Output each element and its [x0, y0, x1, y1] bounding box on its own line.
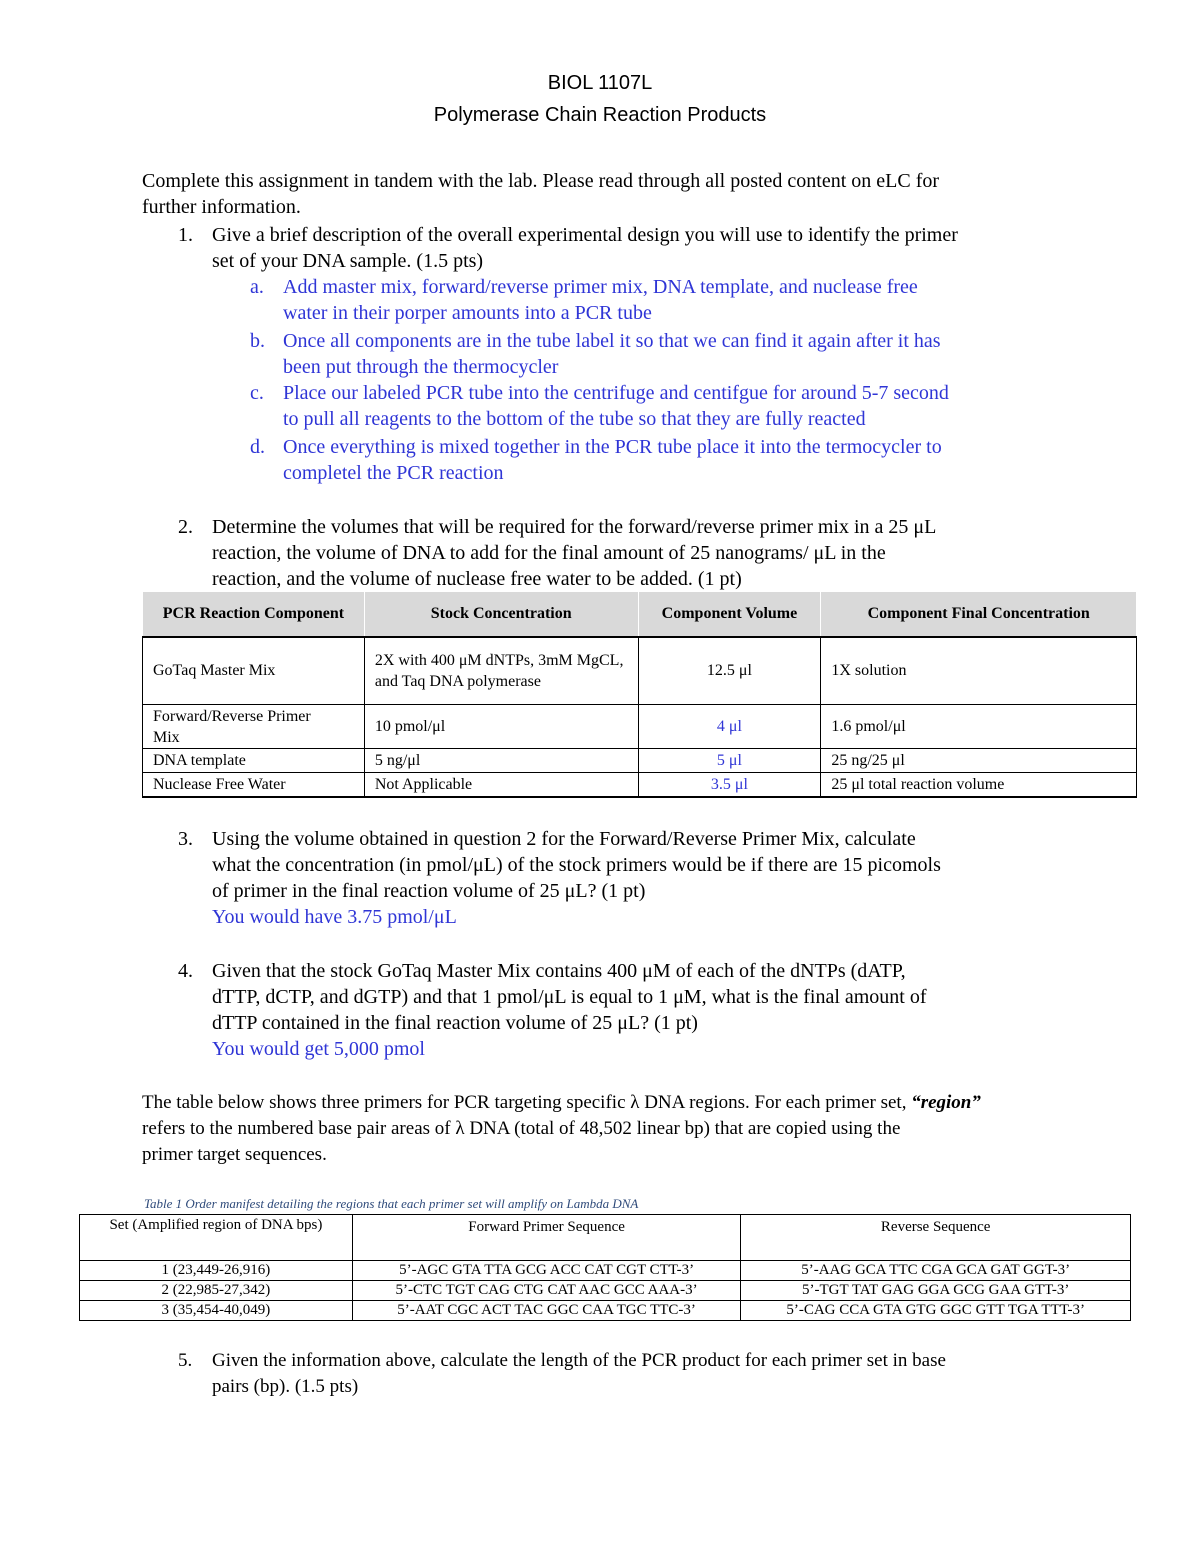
cell-final: 25 μl total reaction volume	[821, 773, 1137, 797]
cell-volume: 4 μl	[638, 705, 821, 749]
cell-component: Nuclease Free Water	[143, 773, 365, 797]
cell-final: 1X solution	[821, 637, 1137, 705]
header-final: Component Final Concentration	[821, 592, 1137, 637]
header-reverse: Reverse Sequence	[741, 1215, 1131, 1261]
cell-set: 1 (23,449-26,916)	[80, 1261, 353, 1281]
q1-answer-b-line-2: been put through the thermocycler	[283, 356, 559, 378]
primer-intro-line-2: refers to the numbered base pair areas of λ DNA (total of 48,502 linear bp) that are copied using the	[142, 1118, 901, 1139]
cell-reverse: 5’-AAG GCA TTC CGA GCA GAT GGT-3’	[741, 1261, 1131, 1281]
q3-line-1: Using the volume obtained in question 2 for the Forward/Reverse Primer Mix, calculate	[212, 828, 916, 850]
q4-answer: You would get 5,000 pmol	[212, 1038, 425, 1060]
q1-answer-d-line-2: completel the PCR reaction	[283, 462, 504, 484]
q1-number: 1.	[178, 224, 193, 246]
cell-component: DNA template	[143, 749, 365, 773]
q4-number: 4.	[178, 960, 193, 982]
q2-line-3: reaction, and the volume of nuclease free water to be added. (1 pt)	[212, 568, 742, 590]
table-row	[80, 1261, 1131, 1281]
cell-stock: 10 pmol/μl	[364, 705, 638, 749]
q4-line-1: Given that the stock GoTaq Master Mix contains 400 μM of each of the dNTPs (dATP,	[212, 960, 906, 982]
q2-line-1: Determine the volumes that will be required for the forward/reverse primer mix in a 25 μL	[212, 516, 937, 538]
cell-set: 2 (22,985-27,342)	[80, 1281, 353, 1301]
cell-reverse: 5’-TGT TAT GAG GGA GCG GAA GTT-3’	[741, 1281, 1131, 1301]
cell-stock: 5 ng/μl	[364, 749, 638, 773]
cell-stock: 2X with 400 μM dNTPs, 3mM MgCL, and Taq DNA polymerase	[364, 637, 638, 705]
page-title: Polymerase Chain Reaction Products	[433, 104, 767, 126]
primer-intro-line-1-text: The table below shows three primers for PCR targeting specific λ DNA regions. For each primer set,	[142, 1092, 912, 1113]
primer-intro-line-3: primer target sequences.	[142, 1144, 327, 1165]
q4-line-3: dTTP contained in the final reaction volume of 25 μL? (1 pt)	[212, 1012, 698, 1034]
q4-line-2: dTTP, dCTP, and dGTP) and that 1 pmol/μL is equal to 1 μM, what is the final amount of	[212, 986, 927, 1008]
header-forward: Forward Primer Sequence	[352, 1215, 741, 1261]
q1-answer-d-letter: d.	[250, 436, 265, 458]
primer-table-header	[80, 1215, 1131, 1261]
table-row	[143, 749, 1137, 773]
cell-component: Forward/Reverse Primer Mix	[143, 705, 365, 749]
table-row	[143, 705, 1137, 749]
reaction-table-header	[143, 592, 1137, 637]
q1-answer-d-line-1: Once everything is mixed together in the PCR tube place it into the termocycler to	[283, 436, 942, 458]
cell-volume: 3.5 μl	[638, 773, 821, 797]
q1-answer-c-line-2: to pull all reagents to the bottom of the tube so that they are fully reacted	[283, 408, 866, 430]
primer-table	[79, 1214, 1131, 1321]
table-caption: Table 1 Order manifest detailing the regions that each primer set will amplify on Lambda DNA	[144, 1196, 639, 1211]
q1-line-1: Give a brief description of the overall experimental design you will use to identify the primer	[212, 224, 958, 246]
q5-line-2: pairs (bp). (1.5 pts)	[212, 1376, 359, 1397]
q2-number: 2.	[178, 516, 193, 538]
header-set: Set (Amplified region of DNA bps)	[80, 1215, 353, 1261]
table-row	[80, 1281, 1131, 1301]
intro-line-2: further information.	[142, 196, 301, 218]
course-code: BIOL 1107L	[547, 72, 653, 94]
q3-line-2: what the concentration (in pmol/μL) of the stock primers would be if there are 15 picomols	[212, 854, 941, 876]
q1-answer-c-letter: c.	[250, 382, 264, 404]
cell-set: 3 (35,454-40,049)	[80, 1301, 353, 1321]
q3-answer: You would have 3.75 pmol/μL	[212, 906, 457, 928]
q3-line-3: of primer in the final reaction volume of 25 μL? (1 pt)	[212, 880, 646, 902]
header-component: PCR Reaction Component	[143, 592, 365, 637]
intro-line-1: Complete this assignment in tandem with the lab. Please read through all posted content on eLC for	[142, 170, 940, 192]
cell-volume: 12.5 μl	[638, 637, 821, 705]
q2-line-2: reaction, the volume of DNA to add for the final amount of 25 nanograms/ μL in the	[212, 542, 886, 564]
q1-answer-c-line-1: Place our labeled PCR tube into the centrifuge and centifgue for around 5-7 second	[283, 382, 949, 404]
table-row	[143, 637, 1137, 705]
cell-reverse: 5’-CAG CCA GTA GTG GGC GTT TGA TTT-3’	[741, 1301, 1131, 1321]
cell-volume: 5 μl	[638, 749, 821, 773]
q1-answer-b-line-1: Once all components are in the tube label it so that we can find it again after it has	[283, 330, 941, 352]
reaction-table	[142, 591, 1137, 798]
cell-component: GoTaq Master Mix	[143, 637, 365, 705]
primer-intro-line-1	[142, 1090, 981, 1116]
cell-forward: 5’-AGC GTA TTA GCG ACC CAT CGT CTT-3’	[352, 1261, 741, 1281]
cell-forward: 5’-CTC TGT CAG CTG CAT AAC GCC AAA-3’	[352, 1281, 741, 1301]
cell-forward: 5’-AAT CGC ACT TAC GGC CAA TGC TTC-3’	[352, 1301, 741, 1321]
header-volume: Component Volume	[638, 592, 821, 637]
header-stock: Stock Concentration	[364, 592, 638, 637]
region-term: “region”	[911, 1092, 981, 1113]
q1-answer-b-letter: b.	[250, 330, 265, 352]
q1-answer-a-line-2: water in their porper amounts into a PCR tube	[283, 302, 652, 324]
q5-line-1: Given the information above, calculate the length of the PCR product for each primer set in base	[212, 1350, 946, 1371]
q3-number: 3.	[178, 828, 193, 850]
q1-answer-a-line-1: Add master mix, forward/reverse primer mix, DNA template, and nuclease free	[283, 276, 918, 298]
q5-number: 5.	[178, 1350, 193, 1371]
table-row	[80, 1301, 1131, 1321]
q1-line-2: set of your DNA sample. (1.5 pts)	[212, 250, 484, 272]
cell-final: 25 ng/25 μl	[821, 749, 1137, 773]
cell-final: 1.6 pmol/μl	[821, 705, 1137, 749]
q1-answer-a-letter: a.	[250, 276, 264, 298]
cell-stock: Not Applicable	[364, 773, 638, 797]
table-row	[143, 773, 1137, 797]
